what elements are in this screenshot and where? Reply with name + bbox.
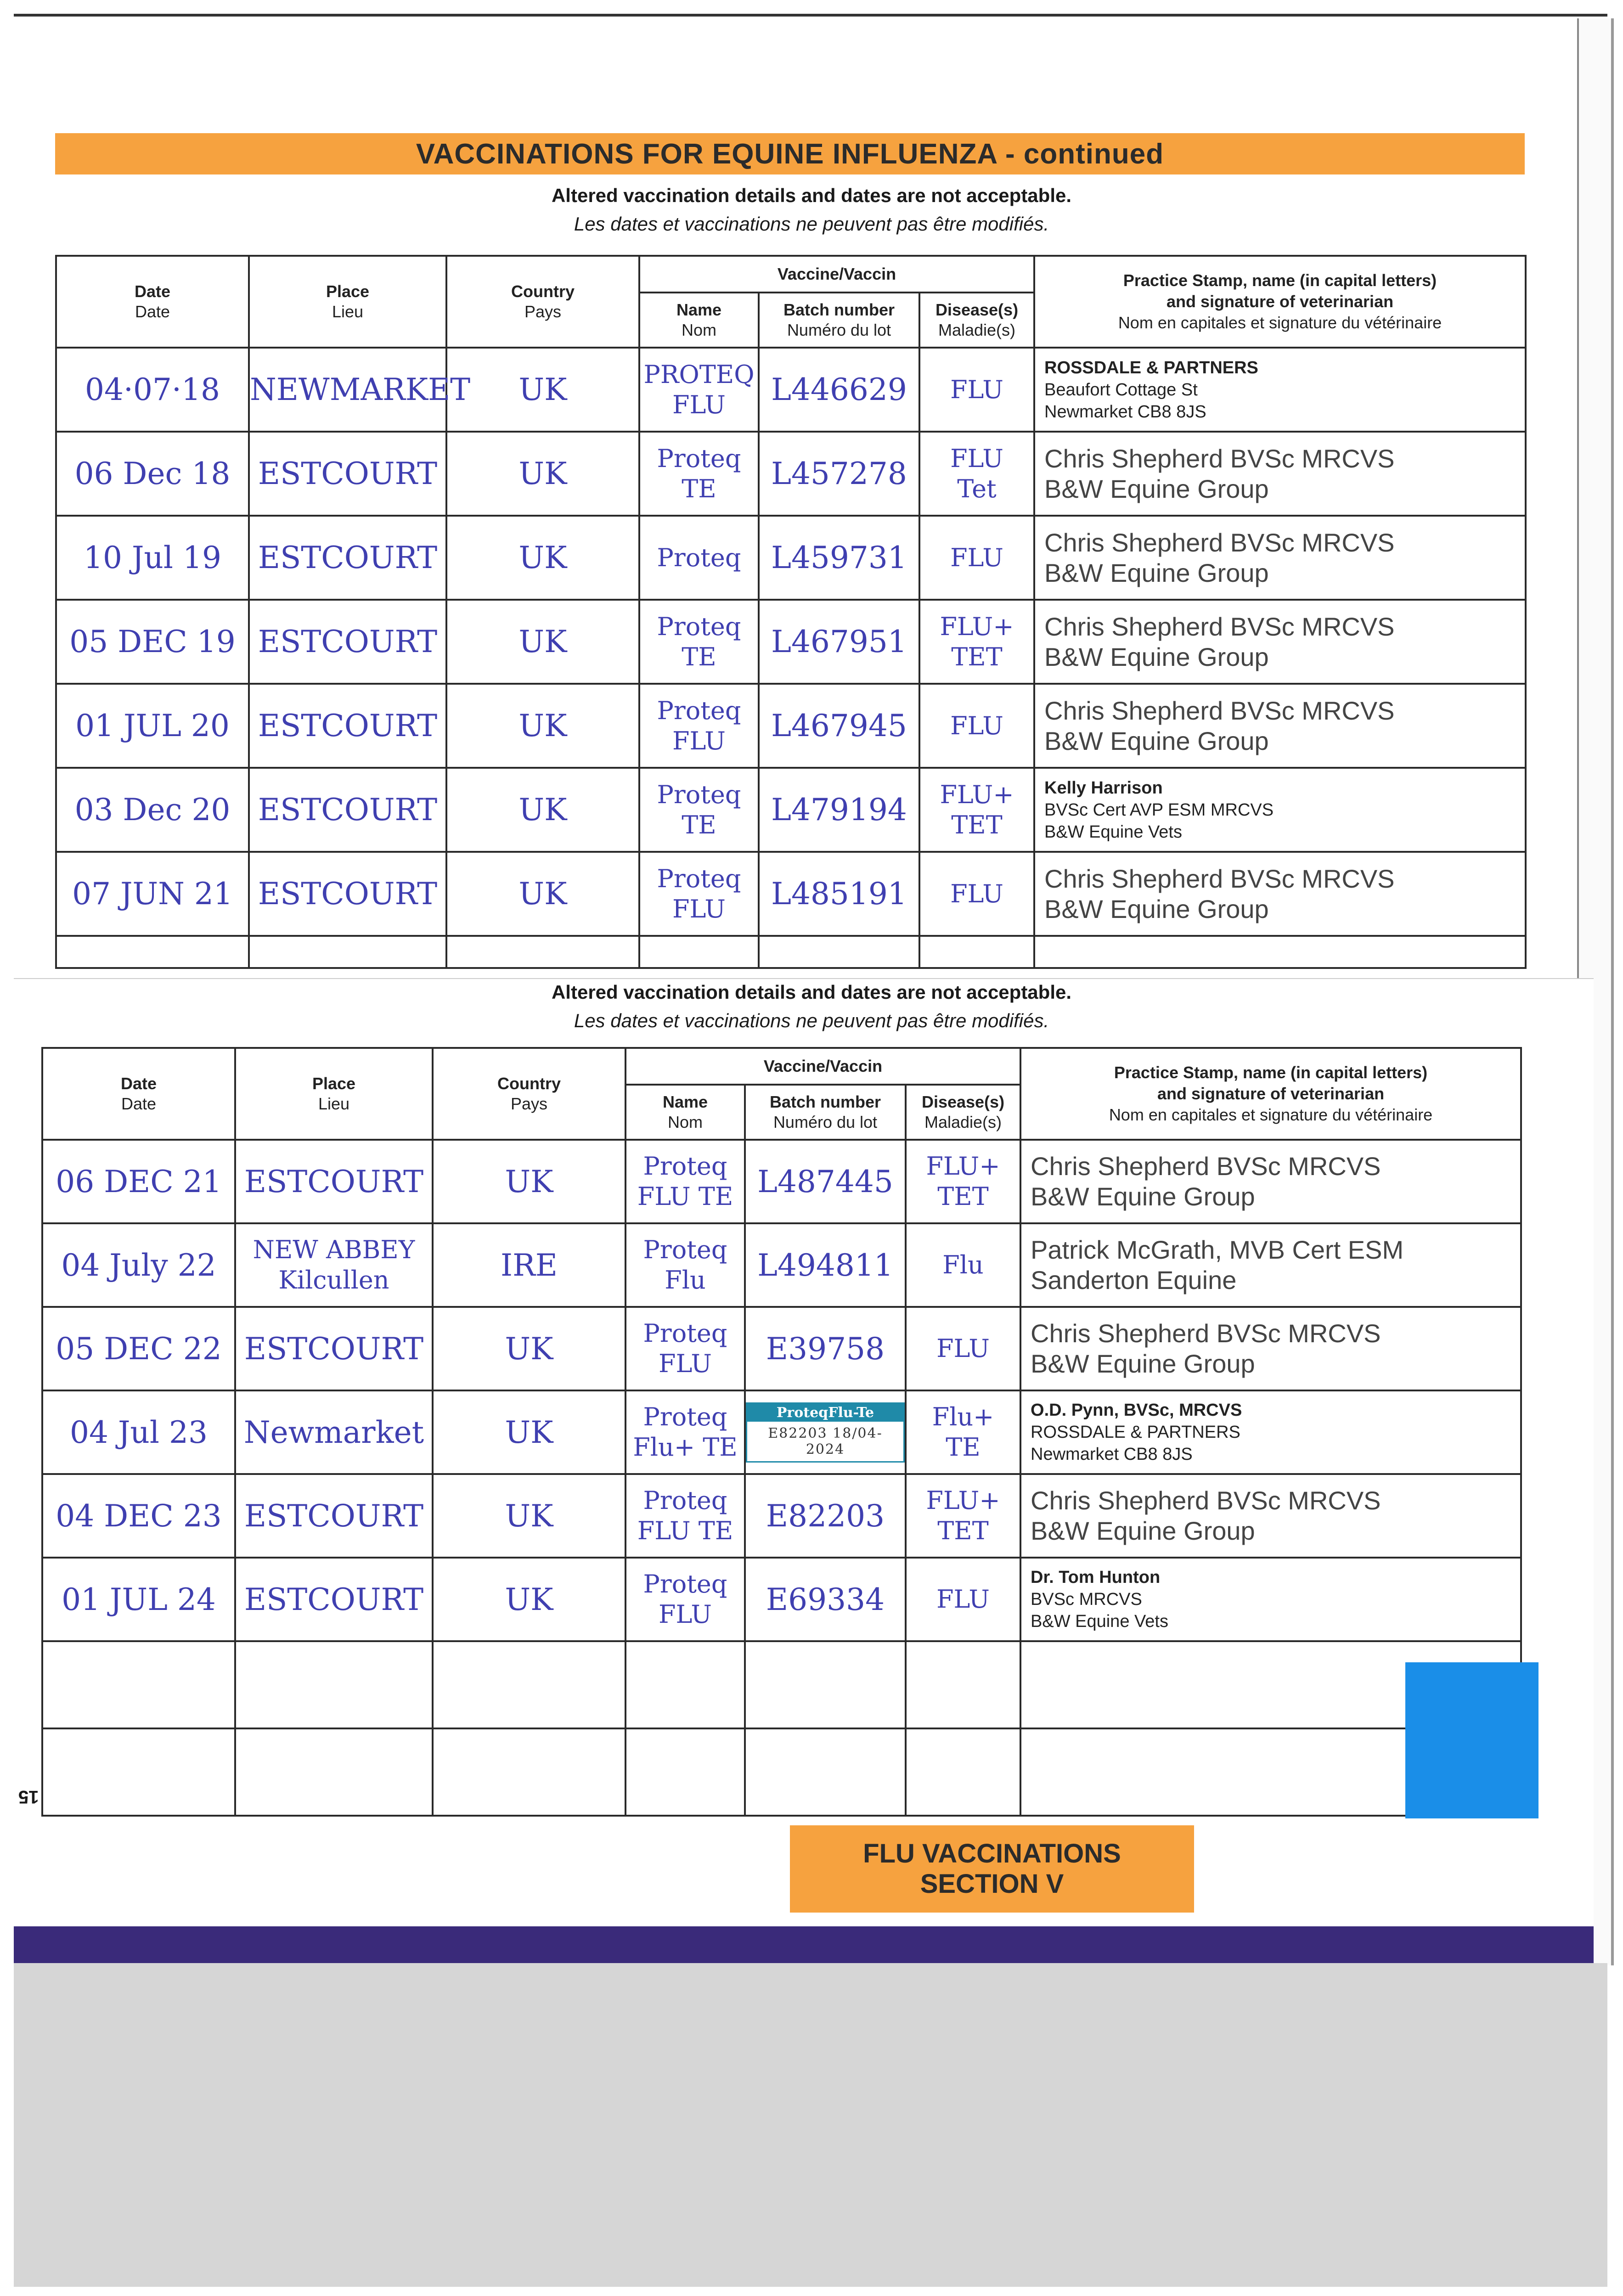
disease-line: FLU+ <box>926 1486 1000 1515</box>
batch-text: L494811 <box>757 1247 893 1283</box>
col-name-2: Name Nom <box>626 1085 745 1140</box>
disease-line: Flu+ <box>932 1402 994 1431</box>
t1-vaccine-name-cell <box>639 768 759 852</box>
blue-index-tab <box>1405 1662 1538 1818</box>
t1-place-cell <box>249 852 446 936</box>
t1-vet-stamp-cell <box>1034 852 1526 936</box>
t2-date-cell: 04 July 22 <box>42 1223 235 1307</box>
vaccine-name-line: FLU TE <box>637 1182 733 1211</box>
empty-cell <box>626 1641 745 1728</box>
disease-line: FLU <box>950 879 1003 908</box>
vaccine-name-line: Proteq <box>657 780 741 809</box>
notice-lower <box>0 978 1623 1035</box>
disease-line: FLU <box>950 375 1003 404</box>
t1-vet-stamp-cell <box>1034 432 1526 516</box>
page-title: VACCINATIONS FOR EQUINE INFLUENZA - continued <box>55 133 1525 174</box>
vaccine-name-line: Proteq <box>643 1570 727 1598</box>
t2-date-cell: 06 DEC 21 <box>42 1140 235 1223</box>
stamp-line: ROSSDALE & PARTNERS <box>1044 358 1258 377</box>
notice-upper <box>0 181 1623 238</box>
t1-vaccine-name-cell <box>639 852 759 936</box>
place-text: ESTCOURT <box>244 1498 424 1534</box>
t2-vet-stamp-cell <box>1020 1307 1521 1390</box>
t2-date-cell: 01 JUL 24 <box>42 1558 235 1641</box>
t2-disease-cell <box>906 1140 1020 1223</box>
section-banner-line2: SECTION V <box>920 1869 1064 1899</box>
t1-vet-stamp-cell <box>1034 348 1526 432</box>
empty-cell <box>906 1728 1020 1816</box>
vaccine-name-line: Proteq <box>643 1486 727 1515</box>
place-text: ESTCOURT <box>244 1164 424 1199</box>
stamp-line: Chris Shepherd BVSc MRCVS <box>1044 444 1395 473</box>
t2-batch-cell <box>745 1390 906 1474</box>
t2-date-cell: 04 Jul 23 <box>42 1390 235 1474</box>
vaccine-name-line: Proteq <box>643 1235 727 1264</box>
col-place: Place Lieu <box>249 256 446 348</box>
t2-place-cell <box>235 1390 433 1474</box>
disease-line: FLU <box>950 444 1003 473</box>
t2-batch-cell <box>745 1558 906 1641</box>
col-batch-2: Batch number Numéro du lot <box>745 1085 906 1140</box>
table-row <box>42 1558 1521 1641</box>
stamp-line: O.D. Pynn, BVSc, MRCVS <box>1031 1401 1242 1420</box>
stamp-line: Dr. Tom Hunton <box>1031 1568 1161 1587</box>
place-text: NEWMARKET <box>250 372 471 407</box>
t2-country-cell: UK <box>433 1558 626 1641</box>
place-text: ESTCOURT <box>258 792 438 827</box>
scan-background <box>14 1963 1607 2287</box>
table-row <box>56 768 1526 852</box>
t2-disease-cell <box>906 1474 1020 1558</box>
t2-vaccine-name-cell <box>626 1474 745 1558</box>
sticker-brand: ProteqFlu-Te <box>747 1404 903 1422</box>
stamp-line: Chris Shepherd BVSc MRCVS <box>1044 612 1395 641</box>
t2-date-cell: 04 DEC 23 <box>42 1474 235 1558</box>
empty-cell <box>433 1641 626 1728</box>
stamp-line: Chris Shepherd BVSc MRCVS <box>1031 1486 1381 1515</box>
disease-line: FLU+ <box>940 612 1014 641</box>
t1-batch-cell <box>759 768 919 852</box>
vaccine-name-line: TE <box>682 474 716 503</box>
place-text: ESTCOURT <box>258 540 438 575</box>
t1-vet-stamp-cell <box>1034 768 1526 852</box>
t1-vaccine-name-cell <box>639 348 759 432</box>
t2-vet-stamp-cell <box>1020 1140 1521 1223</box>
stamp-line: B&W Equine Group <box>1044 558 1269 587</box>
batch-text: L467951 <box>771 624 907 659</box>
stamp-line: Patrick McGrath, MVB Cert ESM <box>1031 1235 1404 1264</box>
empty-cell <box>433 1728 626 1816</box>
t1-place-cell <box>249 432 446 516</box>
table-row <box>42 1474 1521 1558</box>
stamp-line: Sanderton Equine <box>1031 1266 1237 1294</box>
stamp-line: B&W Equine Group <box>1031 1349 1255 1378</box>
t1-batch-cell <box>759 432 919 516</box>
batch-text: L485191 <box>771 876 907 912</box>
vaccine-name-line: Proteq <box>657 444 741 473</box>
t1-disease-cell <box>919 684 1034 768</box>
t1-place-cell <box>249 600 446 684</box>
vaccine-name-line: Flu+ TE <box>633 1433 738 1462</box>
place-text: ESTCOURT <box>244 1581 424 1617</box>
stamp-line: Kelly Harrison <box>1044 778 1163 798</box>
t2-country-cell: UK <box>433 1307 626 1390</box>
empty-cell <box>446 936 639 968</box>
col-stamp-2: Practice Stamp, name (in capital letters) and signature of veterinarian Nom en capitales et signature du vétérinaire <box>1020 1048 1521 1140</box>
t1-vet-stamp-cell <box>1034 600 1526 684</box>
sticker-values <box>747 1422 903 1461</box>
t1-vaccine-name-cell <box>639 516 759 600</box>
col-country: Country Pays <box>446 256 639 348</box>
col-vaccine-2: Vaccine/Vaccin <box>626 1048 1020 1085</box>
section-banner-line1: FLU VACCINATIONS <box>863 1839 1121 1868</box>
t2-place-cell <box>235 1474 433 1558</box>
passport-cover <box>14 1926 1594 1963</box>
vaccination-table-2 <box>41 1047 1522 1817</box>
disease-line: FLU <box>936 1334 990 1363</box>
t1-country-cell: UK <box>446 600 639 684</box>
empty-cell <box>759 936 919 968</box>
t1-disease-cell <box>919 516 1034 600</box>
col-date: Date Date <box>56 256 249 348</box>
t2-disease-cell <box>906 1307 1020 1390</box>
vaccine-name-line: Proteq <box>657 612 741 641</box>
t2-country-cell: UK <box>433 1474 626 1558</box>
notice-en-2: Altered vaccination details and dates are not acceptable. <box>551 981 1072 1003</box>
table-row <box>56 348 1526 432</box>
stamp-line: B&W Equine Group <box>1044 642 1269 671</box>
vaccine-name-line: Proteq <box>643 1319 727 1348</box>
t2-vaccine-name-cell <box>626 1390 745 1474</box>
vaccine-name-line: Proteq <box>643 1402 727 1431</box>
t1-vaccine-name-cell <box>639 600 759 684</box>
t2-vet-stamp-cell <box>1020 1223 1521 1307</box>
t2-batch-cell <box>745 1140 906 1223</box>
stamp-line: Chris Shepherd BVSc MRCVS <box>1031 1152 1381 1181</box>
vaccine-name-line: Proteq <box>657 864 741 893</box>
t2-disease-cell <box>906 1390 1020 1474</box>
notice-en: Altered vaccination details and dates are not acceptable. <box>551 185 1072 206</box>
t2-place-cell <box>235 1307 433 1390</box>
t1-date-cell: 04·07·18 <box>56 348 249 432</box>
stamp-line: Newmarket CB8 8JS <box>1044 402 1206 422</box>
vaccine-name-line: FLU <box>672 726 726 755</box>
col-disease-2: Disease(s) Maladie(s) <box>906 1085 1020 1140</box>
t2-place-cell <box>235 1223 433 1307</box>
t2-batch-cell <box>745 1307 906 1390</box>
vaccine-name-line: Proteq <box>657 543 741 572</box>
vaccine-name-line: FLU <box>672 894 726 923</box>
section-banner <box>790 1825 1194 1913</box>
t1-place-cell <box>249 684 446 768</box>
batch-text: E82203 <box>766 1498 885 1534</box>
table-row <box>56 600 1526 684</box>
t2-vaccine-name-cell <box>626 1558 745 1641</box>
table-row <box>42 1307 1521 1390</box>
vaccine-name-line: Proteq <box>643 1152 727 1181</box>
vaccine-name-line: PROTEQ <box>643 360 755 389</box>
disease-line: FLU+ <box>940 780 1014 809</box>
stamp-line: B&W Equine Group <box>1031 1516 1255 1545</box>
t1-batch-cell <box>759 684 919 768</box>
disease-line: FLU <box>950 543 1003 572</box>
place-line: NEW ABBEY <box>253 1235 415 1264</box>
t1-batch-cell <box>759 516 919 600</box>
empty-cell <box>745 1728 906 1816</box>
place-text: ESTCOURT <box>258 708 438 743</box>
batch-text: L467945 <box>771 708 907 743</box>
t2-disease-cell <box>906 1558 1020 1641</box>
vaccine-name-line: Proteq <box>657 696 741 725</box>
vaccine-name-line: TE <box>682 810 716 839</box>
batch-text: L479194 <box>771 792 907 827</box>
place-text: Newmarket <box>243 1414 424 1450</box>
t1-date-cell: 01 JUL 20 <box>56 684 249 768</box>
empty-cell <box>249 936 446 968</box>
disease-line: Tet <box>957 474 997 503</box>
t2-place-cell <box>235 1140 433 1223</box>
t1-place-cell <box>249 768 446 852</box>
empty-cell <box>626 1728 745 1816</box>
t1-vet-stamp-cell <box>1034 684 1526 768</box>
col-batch: Batch number Numéro du lot <box>759 293 919 348</box>
place-text: ESTCOURT <box>258 456 438 491</box>
vaccination-table-1 <box>55 255 1527 969</box>
t2-country-cell: UK <box>433 1390 626 1474</box>
col-place-2: Place Lieu <box>235 1048 433 1140</box>
stamp-line: Chris Shepherd BVSc MRCVS <box>1044 864 1395 893</box>
disease-line: FLU <box>936 1585 990 1614</box>
batch-text: L459731 <box>771 540 907 575</box>
stamp-line: B&W Equine Group <box>1031 1182 1255 1211</box>
stamp-line: Beaufort Cottage St <box>1044 380 1198 400</box>
vaccine-name-line: FLU <box>659 1600 712 1629</box>
t1-disease-cell <box>919 348 1034 432</box>
t1-date-cell: 07 JUN 21 <box>56 852 249 936</box>
t1-batch-cell <box>759 348 919 432</box>
batch-text: L457278 <box>771 456 907 491</box>
disease-line: TE <box>946 1433 981 1462</box>
empty-cell <box>906 1641 1020 1728</box>
stamp-line: ROSSDALE & PARTNERS <box>1031 1423 1240 1442</box>
t2-country-cell: UK <box>433 1140 626 1223</box>
vaccine-name-line: FLU <box>659 1349 712 1378</box>
place-line: Kilcullen <box>278 1266 389 1294</box>
t1-vaccine-name-cell <box>639 432 759 516</box>
t2-place-cell <box>235 1558 433 1641</box>
stamp-line: B&W Equine Group <box>1044 894 1269 923</box>
stamp-line: B&W Equine Vets <box>1031 1612 1168 1631</box>
col-vaccine: Vaccine/Vaccin <box>639 256 1034 293</box>
empty-cell <box>919 936 1034 968</box>
empty-cell <box>235 1728 433 1816</box>
table-row <box>42 1390 1521 1474</box>
place-text: ESTCOURT <box>258 876 438 912</box>
empty-cell <box>56 936 249 968</box>
t1-country-cell: UK <box>446 516 639 600</box>
table-row <box>56 852 1526 936</box>
stamp-line: Chris Shepherd BVSc MRCVS <box>1044 528 1395 557</box>
batch-text: E39758 <box>766 1331 885 1367</box>
stamp-line: B&W Equine Group <box>1044 726 1269 755</box>
col-name: Name Nom <box>639 293 759 348</box>
table-row <box>42 1140 1521 1223</box>
empty-cell <box>42 1641 235 1728</box>
notice-fr: Les dates et vaccinations ne peuvent pas être modifiés. <box>574 213 1049 235</box>
disease-line: TET <box>951 810 1003 839</box>
vaccine-sticker <box>746 1402 905 1463</box>
t1-country-cell: UK <box>446 852 639 936</box>
t1-vaccine-name-cell <box>639 684 759 768</box>
batch-text: L487445 <box>757 1164 893 1199</box>
empty-cell <box>1034 936 1526 968</box>
disease-line: FLU+ <box>926 1152 1000 1181</box>
empty-cell <box>639 936 759 968</box>
batch-text: E69334 <box>766 1581 885 1617</box>
disease-line: Flu <box>942 1250 984 1279</box>
disease-line: TET <box>937 1516 989 1545</box>
vaccine-name-line: TE <box>682 642 716 671</box>
empty-row <box>42 1728 1521 1816</box>
disease-line: FLU <box>950 711 1003 740</box>
t1-date-cell: 06 Dec 18 <box>56 432 249 516</box>
stamp-line: BVSc Cert AVP ESM MRCVS <box>1044 800 1274 820</box>
t1-disease-cell <box>919 432 1034 516</box>
t2-vaccine-name-cell <box>626 1307 745 1390</box>
disease-line: TET <box>951 642 1003 671</box>
vaccine-name-line: FLU <box>672 390 726 419</box>
table-row <box>56 432 1526 516</box>
t2-vaccine-name-cell <box>626 1223 745 1307</box>
t1-date-cell: 05 DEC 19 <box>56 600 249 684</box>
t1-country-cell: UK <box>446 348 639 432</box>
stamp-line: B&W Equine Group <box>1044 474 1269 503</box>
sticker-exp: 18/04-2024 <box>806 1425 883 1458</box>
t1-batch-cell <box>759 852 919 936</box>
table-row <box>56 684 1526 768</box>
notice-fr-2: Les dates et vaccinations ne peuvent pas être modifiés. <box>574 1010 1049 1031</box>
empty-cell <box>42 1728 235 1816</box>
t1-place-cell <box>249 348 471 432</box>
t1-vet-stamp-cell <box>1034 516 1526 600</box>
stamp-line: Newmarket CB8 8JS <box>1031 1445 1193 1464</box>
t1-country-cell: UK <box>446 768 639 852</box>
t2-country-cell: IRE <box>433 1223 626 1307</box>
t2-vet-stamp-cell <box>1020 1474 1521 1558</box>
t1-disease-cell <box>919 852 1034 936</box>
table-row <box>42 1223 1521 1307</box>
stamp-line: Chris Shepherd BVSc MRCVS <box>1031 1319 1381 1348</box>
table-row <box>56 516 1526 600</box>
col-country-2: Country Pays <box>433 1048 626 1140</box>
stamp-line: B&W Equine Vets <box>1044 822 1182 842</box>
t2-vaccine-name-cell <box>626 1140 745 1223</box>
disease-line: TET <box>937 1182 989 1211</box>
vaccine-name-line: FLU TE <box>637 1516 733 1545</box>
t2-vet-stamp-cell <box>1020 1390 1521 1474</box>
t2-batch-cell <box>745 1474 906 1558</box>
place-text: ESTCOURT <box>244 1331 424 1367</box>
t2-disease-cell <box>906 1223 1020 1307</box>
t1-country-cell: UK <box>446 684 639 768</box>
t2-date-cell: 05 DEC 22 <box>42 1307 235 1390</box>
empty-cell <box>235 1641 433 1728</box>
sticker-lot: E82203 <box>768 1425 828 1441</box>
t1-date-cell: 10 Jul 19 <box>56 516 249 600</box>
empty-row <box>42 1641 1521 1728</box>
col-stamp: Practice Stamp, name (in capital letters) and signature of veterinarian Nom en capitales et signature du vétérinaire <box>1034 256 1526 348</box>
batch-text: L446629 <box>771 372 907 407</box>
t1-country-cell: UK <box>446 432 639 516</box>
vaccine-name-line: Flu <box>665 1266 706 1294</box>
t1-place-cell <box>249 516 446 600</box>
t2-vet-stamp-cell <box>1020 1558 1521 1641</box>
t1-disease-cell <box>919 600 1034 684</box>
t1-disease-cell <box>919 768 1034 852</box>
t2-batch-cell <box>745 1223 906 1307</box>
empty-cell <box>745 1641 906 1728</box>
page-number: 15 <box>18 1787 39 1807</box>
place-text: ESTCOURT <box>258 624 438 659</box>
empty-row <box>56 936 1526 968</box>
col-disease: Disease(s) Maladie(s) <box>919 293 1034 348</box>
t1-date-cell: 03 Dec 20 <box>56 768 249 852</box>
stamp-line: Chris Shepherd BVSc MRCVS <box>1044 696 1395 725</box>
t1-batch-cell <box>759 600 919 684</box>
stamp-line: BVSc MRCVS <box>1031 1590 1142 1609</box>
col-date-2: Date Date <box>42 1048 235 1140</box>
